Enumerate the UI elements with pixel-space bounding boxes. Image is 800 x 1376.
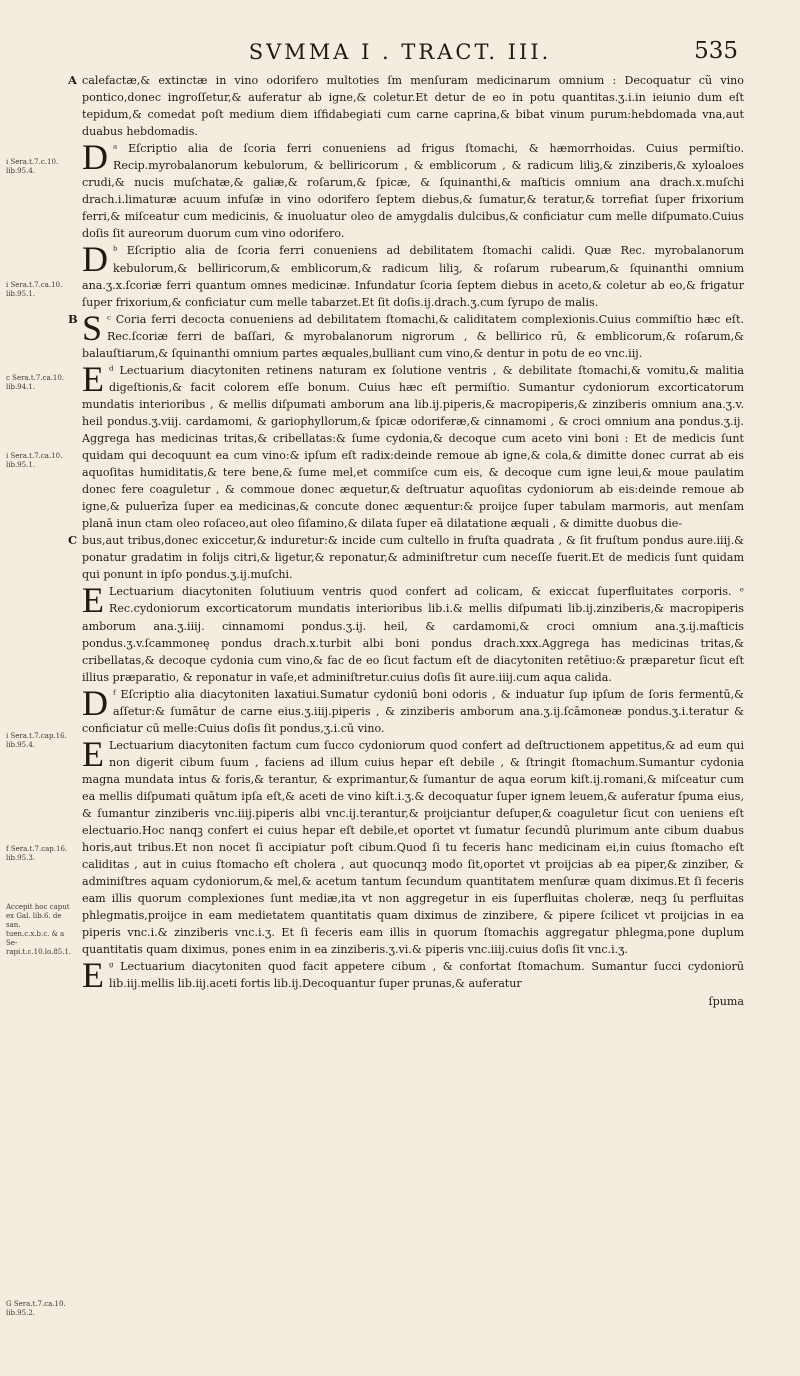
drop-cap: E xyxy=(82,733,104,774)
margin-note-line: i Sera.t.7.c.10. xyxy=(6,158,59,166)
paragraph-text: ᶠ Eſcriptio alia diacytoniten laxatiui.Sumatur cydoniū boni odoris , & induatur ſup ipſum de ſoris fermentū,& aſſetur:& ſumātur de carne eius.ʒ.iiij.piperis , & zinziberis amborum ana.ʒ.ij.ſcāmoneæ pondus.ʒ.i.teratur & conficiatur cū melle:Cuius doſis ſit pondus,ʒ.i.cū vino. xyxy=(82,687,744,735)
drop-cap: E xyxy=(82,358,104,399)
margin-note-line: lib.95.3. xyxy=(6,854,35,862)
margin-note-line: f Sera.t.7.cap.16. xyxy=(6,845,68,853)
drop-cap: D xyxy=(82,137,108,178)
page-number: 535 xyxy=(694,38,738,64)
margin-note-line: i Sera.t.7.cap.16. xyxy=(6,732,67,740)
drop-cap: D xyxy=(82,239,108,280)
margin-note-line: lib.95.1. xyxy=(6,290,35,298)
drop-cap: E xyxy=(82,955,104,996)
paragraph xyxy=(82,580,744,685)
margin-note-line: lib.95.1. xyxy=(6,461,35,469)
margin-note xyxy=(6,845,74,863)
drop-cap: S xyxy=(82,307,103,348)
margin-note-line: tuen.c.x.b.c. & a Se- xyxy=(6,930,65,947)
paragraph-text: ᵈ Lectuarium diacytoniten retinens naturam ex ſolutione ventris , & debilitate ſtomachi,& vomitu,& malitia digeſtionis,& facit colorem eſſe bonum. Cuius hæc eſt permiſtio. Sumantur cydoniorum excorticatorum mundatis interioribus , & mellis diſpumati amborum ana lib.ij.piperis,& macropiperis,& zinziberis omnium ana.ʒ.v. heil pondus.ʒ.viij. cardamomi, & gariophyllorum,& ſpicæ odoriferæ,& cinnamomi , & croci omnium ana pondus.ʒ.ij. Aggrega has medicinas tritas,& cribellatas:& ſume cydonia,& decoque cum aceto vini boni : Et de medicis ſunt quidam qui decoquunt ea cum vino:& ipſum eſt radix:deinde remoue ab igne,& cola,& dimitte donec currat ab eis aquoſitas humiditatis,& tere bene,& ſume mel,et commiſce cum eis, & decoque cum igne leui,& moue paulatim donec fere coaguletur , & commoue donec æquetur,& deſtruatur aquoſitas cydoniorum ab eis:deinde remoue ab igne,& puluerīza ſuper ea medicinas,& concute donec æquentur:& proijce ſuper tabulam marmoris, aut menſam planā inun ctam oleo roſaceo,aut oleo ſiſamino,& dilata ſuper eā dilatatione æquali , & dimitte duobus die- xyxy=(82,363,744,531)
margin-note-line: lib.95.4. xyxy=(6,741,35,749)
margin-note xyxy=(6,374,74,392)
margin-note xyxy=(6,732,74,750)
paragraph xyxy=(82,682,744,737)
paragraph-text: bus,aut tribus,donec exiccetur,& induretur:& incide cum cultello in fruſta quadrata , & ſit fruſtum pondus aure.iiij.& ponatur gradatim in folijs citri,& ligetur,& reponatur,& adminiſtretur cum neceſſe fuerit.Et de medicis ſunt quidam qui ponunt in ipſo pondus.ʒ.ij.muſchi. xyxy=(82,534,744,582)
paragraph xyxy=(82,137,744,242)
drop-cap: E xyxy=(82,580,104,621)
margin-note-line: rapi.t.c.10.lo.85.1. xyxy=(6,948,72,956)
paragraph xyxy=(82,358,744,532)
drop-cap: D xyxy=(82,682,108,723)
paragraph xyxy=(68,72,744,140)
margin-note-line: lib.95.2. xyxy=(6,1309,35,1317)
margin-note-line: c Sera.t.7.ca.10. xyxy=(6,374,64,382)
running-head: SVMMA I . TRACT. III. xyxy=(248,40,552,64)
margin-note xyxy=(6,452,74,470)
catchword: ſpuma xyxy=(708,994,744,1008)
section-marker: C xyxy=(68,533,78,548)
section-marker: B xyxy=(68,311,78,326)
paragraph-text: Lectuarium diacytoniten factum cum ſucco cydoniorum quod confert ad deſtructionem appetitus,& ad eum qui non digerit cibum ſuum , faciens ad illum cuius hepar eſt debile , & ſtringit ſtomachum.Sumantur cydonia magna mundata intus & foris,& terantur, & exprimantur,& ſumantur de aqua eorum kiſt.ij.romani,& miſceatur cum ea mellis diſpumati quātum ipſa eſt,& aceti de vino kiſt.i.ʒ.& decoquatur ſuper ignem leuem,& auferatur ſpuma eius, & ſumantur zinziberis vnc.iiij.piperis albi vnc.ij.terantur,& proijciantur deſuper,& coaguletur ſicut con ueniens eſt electuario.Hoc nanqꝫ confert ei cuius hepar eſt debile,et oportet vt ſumatur ſecundū plurimum ante cibum duabus horis,aut tribus.Et non nocet ſi accipiatur poſt cibum.Quod ſi tu feceris hanc medicinam ei,in cuius ſtomacho eſt caliditas , aut in cuius ſtomacho eſt cholera , aut quocunqꝫ modo ſit,oportet vt proijcias ab ea piper,& zinziber, & adminiſtres aquam cydoniorum,& mel,& acetum tantum ſecundum quantitatem menſuræ quam diximus.Et ſi feceris eam illis quorum complexiones ſunt mediæ,ita vt non aggregetur in eis ſuperfluitas choleræ, neqꝫ ſu perfluitas phlegmatis,proijce in eam medietatem quantitatis quam diximus de zinzibere, & pipere ſcilicet vt proijcias in ea piperis vnc.i.& zinziberis vnc.i.ʒ. Et ſi feceris eam illis in quorum ſtomachis aggregatur phlegma,pone duplum quantitatis quam diximus, pones enim in ea zinziberis.ʒ.vi.& piperis vnc.iiij.cuius doſis ſit vnc.i.ʒ. xyxy=(82,738,744,957)
paragraph-text: ᵃ Eſcriptio alia de ſcoria ferri conueniens ad frigus ſtomachi, & hæmorrhoidas. Cuius permiſtio. Recip.myrobalanorum kebulorum, & belliricorum , & emblicorum , & radicum liliꝫ,& zinziberis,& xyloaloes crudi,& nucis muſchatæ,& galiæ,& roſarum,& ſpicæ, & ſquinanthi,& maſticis omnium ana drach.x.muſchi drach.i.limaturæ acuum infuſæ in vino odorifero ſeptem diebus,& ſumatur,& teratur,& torrefiat ſuper frixorium ferri,& miſceatur cum medicinis, & inuoluatur oleo de amygdalis dulcibus,& conficiatur cum melle diſpumato.Cuius doſis ſit aureorum duorum cum vino odorifero. xyxy=(82,142,744,241)
main-text-column xyxy=(68,72,744,1010)
margin-note-line: Accepit hoc caput xyxy=(6,903,70,911)
paragraph xyxy=(68,532,744,583)
margin-note-line: lib.94.1. xyxy=(6,383,35,391)
margin-note xyxy=(6,281,74,299)
margin-note-line: i Sera.t.7.ca.10. xyxy=(6,452,63,460)
paragraph xyxy=(82,733,744,959)
paragraph-text: ᶜ Coria ferri decocta conueniens ad debilitatem ſtomachi,& caliditatem complexionis.Cuius commiſtio hæc eſt. Rec.ſcoriæ ferri de baſſari, & myrobalanorum nigrorum , & bellirico rū, & emblicorum,& roſarum,& balauſtiarum,& ſquinanthi omnium partes æquales,bulliant cum vino,& dentur in potu de eo vnc.iij. xyxy=(82,312,744,360)
paragraph-text: ᵇ Eſcriptio alia de ſcoria ferri conueniens ad debilitatem ſtomachi calidi. Quæ Rec. myrobalanorum kebulorum,& belliricorum,& emblicorum,& radicum liliꝫ, & roſarum rubearum,& ſquinanthi omnium ana.ʒ.x.ſcoriæ ferri quantum omnes medicinæ. Infundatur ſcoria ſeptem diebus in aceto,& coletur ab eo,& frigatur ſuper frixorium,& conficiatur cum melle tabarzet.Et ſit doſis.ij.drach.ʒ.cum ſyrupo de malis. xyxy=(82,244,744,309)
section-marker: A xyxy=(68,73,77,87)
margin-note-line: i Sera.t.7.ca.10. xyxy=(6,281,63,289)
paragraph xyxy=(68,307,744,362)
paragraph-text: calefactæ,& extinctæ in vino odorifero multoties ſm menſuram medicinarum omnium : Decoquatur cũ vino pontico,donec ingroſſetur,& auferatur ab igne,& coletur.Et detur de eo in potu quantitas.ʒ.i.in ieiunio dum eſt tepidum,& comedat poſt medium diem iſfidabegiati cum carne caprina,& bibat vinum purum:hebdomada vna,aut duabus hebdomadis. xyxy=(82,74,744,139)
paragraph xyxy=(82,955,744,996)
margin-note xyxy=(6,903,74,957)
paragraph-text: Lectuarium diacytoniten ſolutiuum ventris quod confert ad colicam, & exiccat ſuperfluitates corporis. ᵉ Rec.cydoniorum excorticatorum mundatis interioribus lib.i.& mellis diſpumati lib.ij.zinziberis,& macropiperis amborum ana.ʒ.iiij. cinnamomi pondus.ʒ.ij. heil, & cardamomi,& croci omnium ana.ʒ.ij.maſticis pondus.ʒ.v.ſcammoneę pondus drach.x.turbit albi boni pondus drach.xxx.Aggrega has medicinas tritas,& cribellatas,& decoque cydonia cum vino,& fac de eo ſicut factum eſt de diacytoniten retētiuo:& præparetur ſicut eſt illius præparatio, & reponatur in vaſe,et adminiſtretur.cuius doſis ſit aure.iiij.cum aqua calida. xyxy=(82,585,744,684)
margin-note-line: ex Gal. lib.6. de san. xyxy=(6,912,62,929)
margin-note-line: lib.95.4. xyxy=(6,167,35,175)
margin-note xyxy=(6,1300,74,1318)
paragraph-text: ᵍ Lectuarium diacytoniten quod facit appetere cibum , & confortat ſtomachum. Sumantur ſucci cydoniorū lib.iij.mellis lib.iij.aceti fortis lib.ij.Decoquantur ſuper prunas,& auferatur xyxy=(109,960,744,991)
paragraph xyxy=(82,239,744,310)
margin-note xyxy=(6,158,74,176)
margin-note-line: G Sera.t.7.ca.10. xyxy=(6,1300,66,1308)
